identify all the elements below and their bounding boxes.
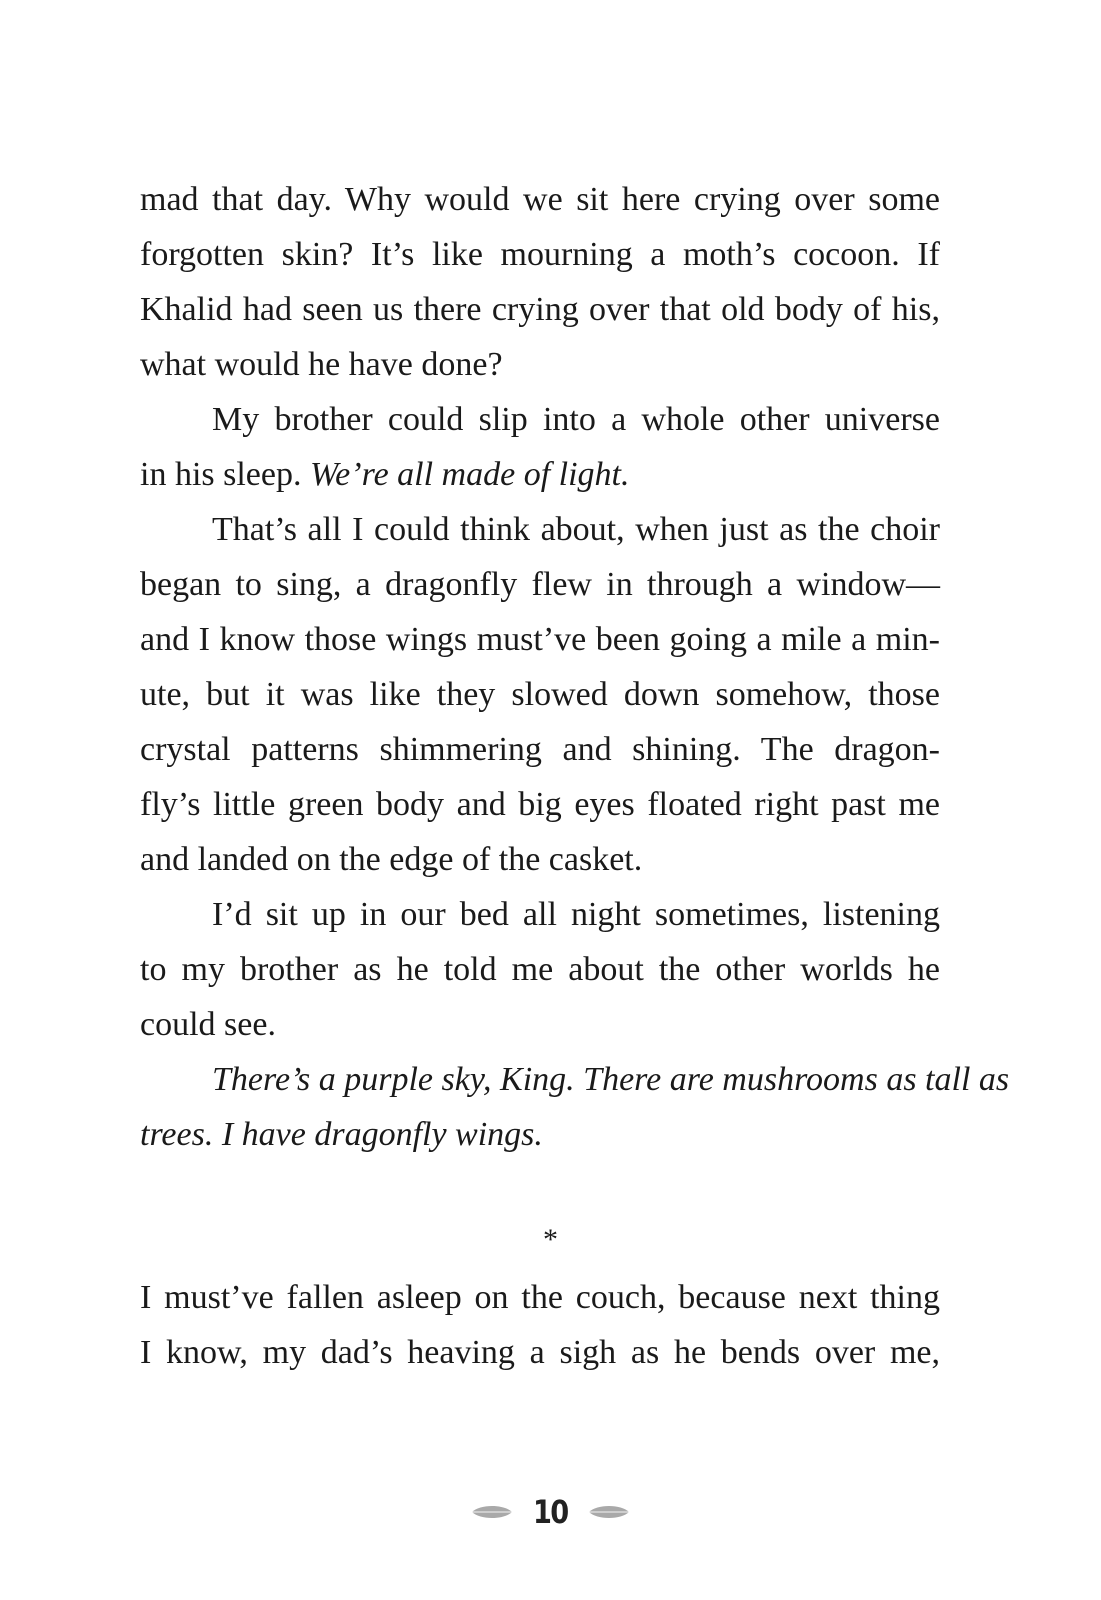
- text-line: to my brother as he told me about the other worlds he: [140, 951, 940, 988]
- text-line: I’d sit up in our bed all night sometimes, listening: [212, 896, 940, 933]
- text-line: That’s all I could think about, when just as the choir: [212, 511, 940, 548]
- text-line: ute, but it was like they slowed down somehow, those: [140, 676, 940, 713]
- leaf-ornament-right-icon: [587, 1504, 631, 1520]
- text-line: what would he have done?: [140, 346, 503, 383]
- italic-line: trees. I have dragonfly wings.: [140, 1116, 543, 1153]
- text-line: began to sing, a dragonfly flew in through a window—: [140, 566, 940, 603]
- page-number: 10: [533, 1493, 568, 1531]
- text-line: I must’ve fallen asleep on the couch, because next thing: [140, 1279, 940, 1316]
- text-line: My brother could slip into a whole other universe: [212, 401, 940, 438]
- text-line: I know, my dad’s heaving a sigh as he bends over me,: [140, 1334, 940, 1371]
- text-line: [140, 455, 940, 495]
- text-line: Khalid had seen us there crying over that old body of his,: [140, 291, 940, 328]
- leaf-ornament-left-icon: [470, 1504, 514, 1520]
- text-line: fly’s little green body and big eyes floated right past me: [140, 786, 940, 823]
- text-span: in his sleep.: [140, 456, 302, 493]
- section-break: *: [543, 1223, 558, 1256]
- text-line: mad that day. Why would we sit here crying over some: [140, 181, 940, 218]
- text-line: could see.: [140, 1006, 276, 1043]
- italic-line: There’s a purple sky, King. There are mushrooms as tall as: [212, 1061, 1010, 1098]
- text-line: forgotten skin? It’s like mourning a moth’s cocoon. If: [140, 236, 940, 273]
- text-line: and I know those wings must’ve been going a mile a min-: [140, 621, 940, 658]
- italic-quote: We’re all made of light.: [309, 456, 630, 493]
- page-footer: [0, 1490, 1101, 1534]
- text-line: crystal patterns shimmering and shining. The dragon-: [140, 731, 940, 768]
- text-line: and landed on the edge of the casket.: [140, 841, 643, 878]
